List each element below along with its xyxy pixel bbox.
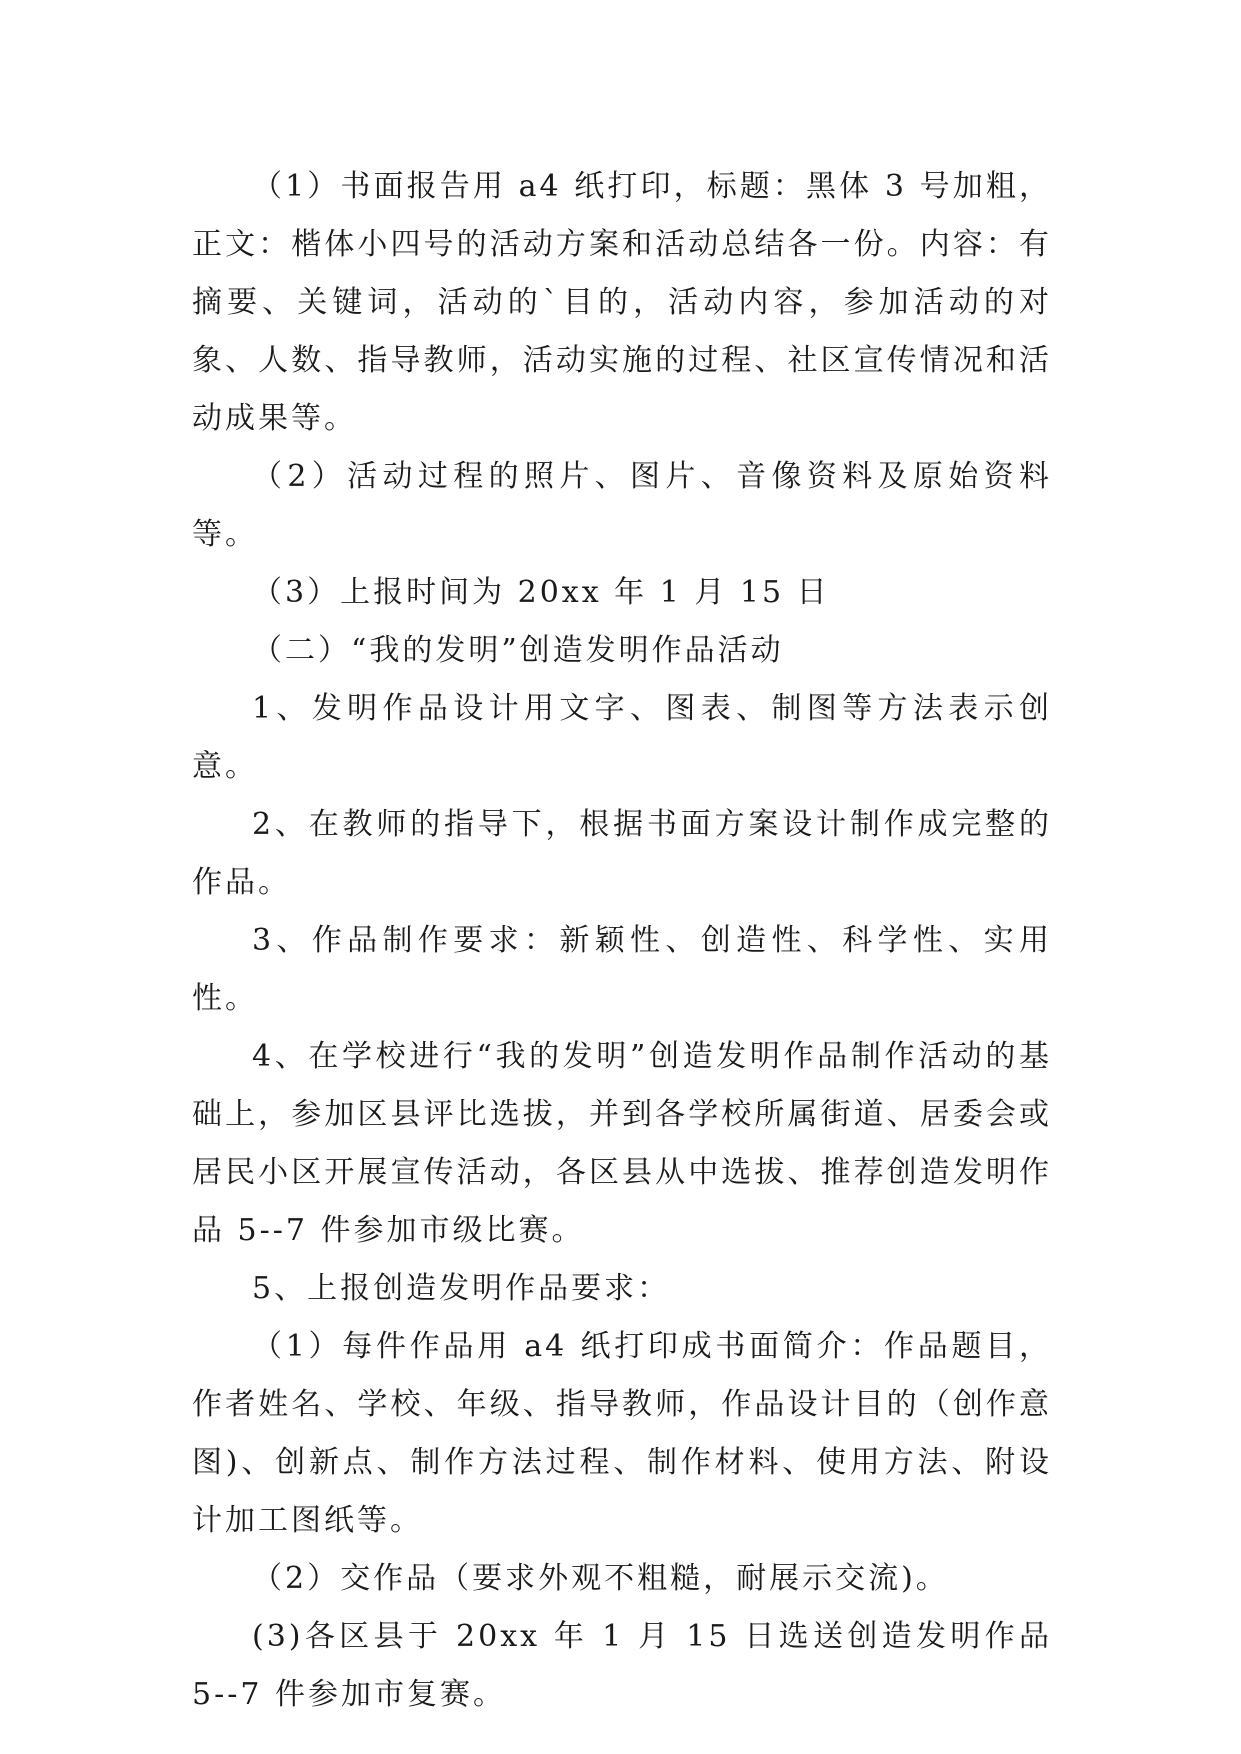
paragraph-item-4: 4、在学校进行“我的发明”创造发明作品制作活动的基础上，参加区县评比选拔，并到各学校所属街道、居委会或居民小区开展宣传活动，各区县从中选拔、推荐创造发明作品 5--7 件参加市级比赛。 bbox=[192, 1039, 1052, 1248]
paragraph-item-3: 3、作品制作要求：新颖性、创造性、科学性、实用性。 bbox=[192, 923, 1052, 1016]
paragraph-sub-item-1: （1）每件作品用 a4 纸打印成书面简介：作品题目，作者姓名、学校、年级、指导教师，作品设计目的（创作意图)、创新点、制作方法过程、制作材料、使用方法、附设计加工图纸等。 bbox=[192, 1329, 1052, 1538]
paragraph-item-1: 1、发明作品设计用文字、图表、制图等方法表示创意。 bbox=[192, 691, 1052, 784]
paragraph-report-date: （3）上报时间为 20xx 年 1 月 15 日 bbox=[252, 575, 830, 610]
paragraph-item-2: 2、在教师的指导下，根据书面方案设计制作成完整的作品。 bbox=[192, 807, 1052, 900]
paragraph-sub-item-3: (3)各区县于 20xx 年 1 月 15 日选送创造发明作品 5--7 件参加市复赛。 bbox=[192, 1619, 1052, 1712]
paragraph-sub-item-2: （2）交作品（要求外观不粗糙，耐展示交流)。 bbox=[252, 1561, 949, 1596]
paragraph-item-5: 5、上报创造发明作品要求： bbox=[252, 1271, 671, 1306]
paragraph-activity-materials: （2）活动过程的照片、图片、音像资料及原始资料等。 bbox=[192, 459, 1052, 552]
document-body bbox=[192, 158, 1052, 1724]
section-heading-invention: （二）“我的发明”创造发明作品活动 bbox=[252, 633, 784, 668]
paragraph-report-format: （1）书面报告用 a4 纸打印，标题：黑体 3 号加粗，正文：楷体小四号的活动方案和活动总结各一份。内容：有摘要、关键词，活动的`目的，活动内容，参加活动的对象、人数、指导教师，活动实施的过程、社区宣传情况和活动成果等。 bbox=[192, 169, 1052, 436]
